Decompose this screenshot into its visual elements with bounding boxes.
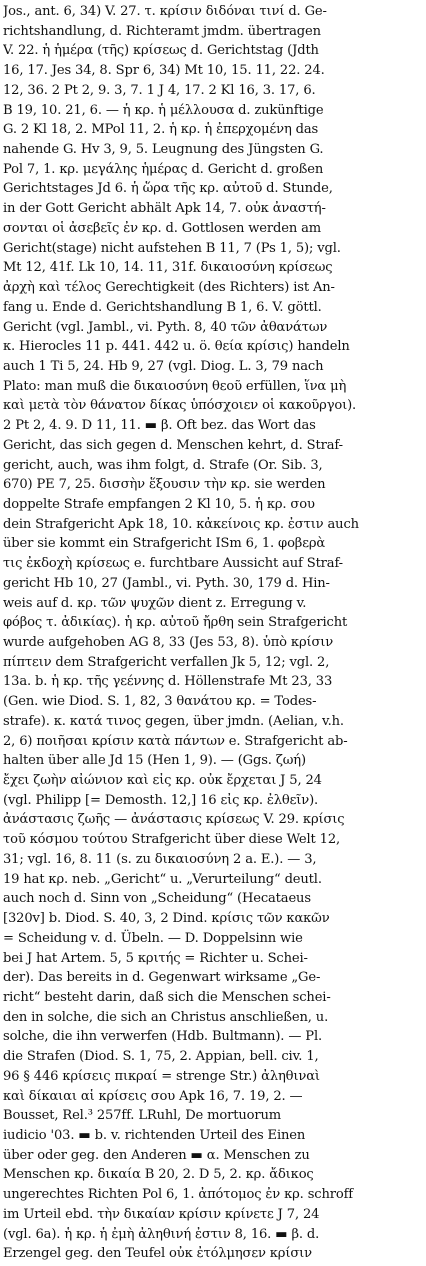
text-line: Pol 7, 1. κρ. μεγάλης ἡμέρας d. Gericht d. großen [3, 161, 324, 177]
text-line: Gericht (vgl. Jambl., vi. Pyth. 8, 40 τῶν ἀθανάτων [3, 319, 328, 335]
text-line: Gericht, das sich gegen d. Menschen kehrt, d. Straf- [3, 437, 343, 453]
text-line: gericht, auch, was ihm folgt, d. Strafe (Or. Sib. 3, [3, 457, 323, 473]
text-line: weis auf d. κρ. τῶν ψυχῶν dient z. Erregung v. [3, 595, 307, 611]
text-line: Gericht(stage) nicht aufstehen B 11, 7 (Ps 1, 5); vgl. [3, 240, 341, 256]
text-line: ἀνάστασις ζωῆς — ἀνάστασις κρίσεως V. 29. κρίσις [3, 812, 345, 828]
text-line: σονται οἱ ἀσεβεῖς ἐν κρ. d. Gottlosen werden am [3, 220, 322, 236]
text-line: die Strafen (Diod. S. 1, 75, 2. Appian, bell. civ. 1, [3, 1049, 319, 1065]
text-line: 19 hat κρ. neb. „Gericht“ u. „Verurteilung“ deutl. [3, 871, 322, 887]
text-line: Plato: man muß die δικαιοσύνη θεοῦ erfüllen, ἵνα μὴ [3, 378, 347, 394]
text-line: ἔχει ζωὴν αἰώνιον καὶ εἰς κρ. οὐκ ἔρχεται J 5, 24 [3, 773, 322, 789]
text-line: Bousset, Rel.³ 257ff. LRuhl, De mortuorum [3, 1108, 282, 1124]
text-line: = Scheidung v. d. Übeln. — D. Doppelsinn wie [3, 930, 303, 946]
text-line: 2 Pt 2, 4. 9. D 11, 11. ▬ β. Oft bez. das Wort das [3, 418, 316, 434]
text-line: 670) PE 7, 25. δισσὴν ἕξουσιν τὴν κρ. sie werden [3, 477, 326, 493]
text-line: gericht Hb 10, 27 (Jambl., vi. Pyth. 30, 179 d. Hin- [3, 575, 330, 591]
text-line: iudicio '03. ▬ b. v. richtenden Urteil des Einen [3, 1127, 306, 1143]
text-line: richt“ besteht darin, daß sich die Menschen schei- [3, 989, 331, 1005]
text-line: doppelte Strafe empfangen 2 Kl 10, 5. ἡ κρ. σου [3, 496, 315, 512]
text-line: ἀρχὴ καὶ τέλος Gerechtigkeit (des Richters) ist An- [3, 280, 335, 296]
text-line: auch 1 Ti 5, 24. Hb 9, 27 (vgl. Diog. L. 3, 79 nach [3, 358, 324, 374]
text-line: Menschen κρ. δικαία B 20, 2. D 5, 2. κρ. ἄδικος [3, 1167, 314, 1183]
text-line: Gerichtstages Jd 6. ἡ ὥρα τῆς κρ. αὐτοῦ d. Stunde, [3, 181, 333, 197]
text-line: (vgl. Philipp [= Demosth. 12,] 16 εἰς κρ. ἐλθεῖν). [3, 792, 319, 808]
text-line: halten über alle Jd 15 (Hen 1, 9). — (Ggs. ζωή) [3, 753, 306, 769]
text-line: 12, 36. 2 Pt 2, 9. 3, 7. 1 J 4, 17. 2 Kl 16, 3. 17, 6. [3, 82, 316, 98]
text-line: dein Strafgericht Apk 18, 10. κἀκείνοις κρ. ἐστιν auch [3, 516, 359, 532]
text-line: 16, 17. Jes 34, 8. Spr 6, 34) Mt 10, 15. 11, 22. 24. [3, 63, 325, 79]
text-line: ungerechtes Richten Pol 6, 1. ἀπότομος ἐν κρ. schroff [3, 1187, 353, 1203]
text-line: im Urteil ebd. τὴν δικαίαν κρίσιν κρίνετε J 7, 24 [3, 1206, 320, 1222]
text-line: πίπτειν dem Strafgericht verfallen Jk 5, 12; vgl. 2, [3, 654, 330, 670]
text-line: (vgl. 6a). ἡ κρ. ἡ ἐμὴ ἀληθινή ἐστιν 8, 16. ▬ β. d. [3, 1226, 320, 1242]
text-line: Mt 12, 41f. Lk 10, 14. 11, 31f. δικαιοσύνη κρίσεως [3, 260, 333, 276]
text-line: V. 22. ἡ ἡμέρα (τῆς) κρίσεως d. Gerichtstag (Jdth [3, 43, 319, 59]
text-line: Jos., ant. 6, 34) V. 27. τ. κρίσιν διδόναι τινί d. Ge- [3, 4, 327, 19]
text-line: B 19, 10. 21, 6. — ἡ κρ. ἡ μέλλουσα d. zukünftige [3, 102, 324, 118]
text-line: Erzengel geg. den Teufel οὐκ ἐτόλμησεν κρίσιν [3, 1246, 312, 1262]
text-line: κ. Hierocles 11 p. 441. 442 u. ö. θεία κρίσις) handeln [3, 339, 350, 355]
text-line: 13a. b. ἡ κρ. τῆς γεέννης d. Höllenstrafe Mt 23, 33 [3, 674, 333, 690]
text-line: solche, die ihn verwerfen (Hdb. Bultmann). — Pl. [3, 1029, 322, 1045]
text-line: nahende G. Hv 3, 9, 5. Leugnung des Jüngsten G. [3, 142, 324, 158]
text-line: in der Gott Gericht abhält Apk 14, 7. οὐκ ἀναστή- [3, 201, 326, 217]
text-line: 2, 6) ποιῆσαι κρίσιν κατὰ πάντων e. Strafgericht ab- [3, 733, 348, 749]
text-line: 31; vgl. 16, 8. 11 (s. zu δικαιοσύνη 2 a. E.). — 3, [3, 851, 317, 867]
text-line: bei J hat Artem. 5, 5 κριτής = Richter u. Schei- [3, 950, 308, 966]
text-line: auch noch d. Sinn von „Scheidung“ (Hecataeus [3, 891, 311, 907]
text-line: G. 2 Kl 18, 2. MPol 11, 2. ἡ κρ. ἡ ἐπερχομένη das [3, 122, 319, 138]
text-line: über oder geg. den Anderen ▬ α. Menschen zu [3, 1147, 310, 1163]
text-line: τις ἐκδοχὴ κρίσεως e. furchtbare Aussicht auf Straf- [3, 556, 343, 572]
text-line: wurde aufgehoben AG 8, 33 (Jes 53, 8). ὑπὸ κρίσιν [3, 635, 334, 650]
text-line: über sie kommt ein Strafgericht ISm 6, 1. φοβερὰ [3, 536, 326, 552]
text-line: den in solche, die sich an Christus anschließen, u. [3, 1009, 329, 1025]
text-line: strafe). κ. κατά τινος gegen, über jmdn. (Aelian, v.h. [3, 713, 344, 729]
text-line: τοῦ κόσμου τούτου Strafgericht über diese Welt 12, [3, 832, 341, 848]
text-line: καὶ δίκαιαι αἱ κρίσεις σου Apk 16, 7. 19, 2. — [3, 1088, 303, 1104]
text-line: φόβος τ. ἀδικίας). ἡ κρ. αὐτοῦ ἤρθη sein Strafgericht [3, 615, 348, 631]
text-line: [320v] b. Diod. S. 40, 3, 2 Dind. κρίσις τῶν κακῶν [3, 911, 330, 927]
text-line: 96 § 446 κρίσεις πικραί = strenge Str.) ἀληθιναὶ [3, 1068, 320, 1084]
text-line: καὶ μετὰ τὸν θάνατον δίκας ὑπόσχοιεν οἱ κακοῦργοι). [3, 398, 357, 414]
text-line: richtshandlung, d. Richteramt jmdm. übertragen [3, 23, 321, 39]
text-line: der). Das bereits in d. Gegenwart wirksame „Ge- [3, 970, 321, 986]
text-line: fang u. Ende d. Gerichtshandlung B 1, 6. V. göttl. [3, 299, 322, 315]
text-line: (Gen. wie Diod. S. 1, 82, 3 θανάτου κρ. = Todes- [3, 694, 317, 710]
